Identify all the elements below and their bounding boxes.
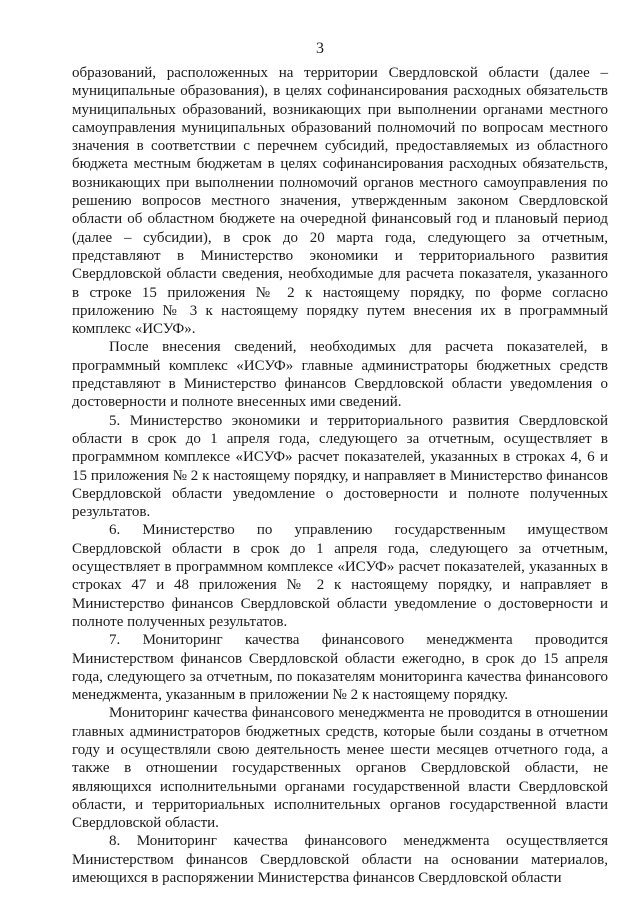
document-body (72, 64, 608, 887)
paragraph-continuation: образований, расположенных на территории Свердловской области (далее – муниципальные образования), в целях софинансирования расходных обязательств муниципальных образований, возникающих при выполнении органами местного самоуправления муниципальных образований полномочий по вопросам местного значения в соответствии с перечнем субсидий, предоставляемых из областного бюджета местным бюджетам в целях софинансирования расходных обязательств, возникающих при выполнении полномочий органов местного самоуправления по решению вопросов местного значения, утвержденным законом Свердловской области об областном бюджете на очередной финансовый год и плановый период (далее – субсидии), в срок до 20 марта года, следующего за отчетным, представляют в Министерство экономики и территориального развития Свердловской области сведения, необходимые для расчета показателя, указанного в строке 15 приложения № 2 к настоящему порядку, по форме согласно приложению № 3 к настоящему порядку путем внесения их в программный комплекс «ИСУФ». (72, 65, 608, 338)
paragraph-item-8: 8. Мониторинг качества финансового менеджмента осуществляется Министерством финансов Свердловской области на основании материалов, имеющихся в распоряжении Министерства финансов Свердловской области (72, 833, 608, 887)
paragraph-exceptions: Мониторинг качества финансового менеджмента не проводится в отношении главных администраторов бюджетных средств, которые были созданы в отчетном году и осуществляли свою деятельность менее шести месяцев отчетного года, а также в отношении государственных органов Свердловской области, не являющихся исполнительными органами государственной власти Свердловской области, и территориальных исполнительных органов государственной власти Свердловской области. (72, 705, 608, 832)
paragraph-item-7: 7. Мониторинг качества финансового менеджмента проводится Министерством финансов Свердловской области ежегодно, в срок до 15 апреля года, следующего за отчетным, по показателям мониторинга качества финансового менеджмента, указанным в приложении № 2 к настоящему порядку. (72, 632, 608, 704)
page-number: 3 (316, 40, 324, 57)
paragraph-item-6: 6. Министерство по управлению государственным имуществом Свердловской области в срок до 1 апреля года, следующего за отчетным, осуществляет в программном комплексе «ИСУФ» расчет показателей, указанных в строках 47 и 48 приложения № 2 к настоящему порядку, и направляет в Министерство финансов Свердловской области уведомление о достоверности и полноте полученных результатов. (72, 522, 608, 630)
paragraph-notification: После внесения сведений, необходимых для расчета показателей, в программный комплекс «ИСУФ» главные администраторы бюджетных средств представляют в Министерство финансов Свердловской области уведомления о достоверности и полноте внесенных ими сведений. (72, 339, 608, 411)
paragraph-item-5: 5. Министерство экономики и территориального развития Свердловской области в срок до 1 апреля года, следующего за отчетным, осуществляет в программном комплексе «ИСУФ» расчет показателей, указанных в строках 4, 6 и 15 приложения № 2 к настоящему порядку, и направляет в Министерство финансов Свердловской области уведомление о достоверности и полноте полученных результатов. (72, 412, 608, 521)
